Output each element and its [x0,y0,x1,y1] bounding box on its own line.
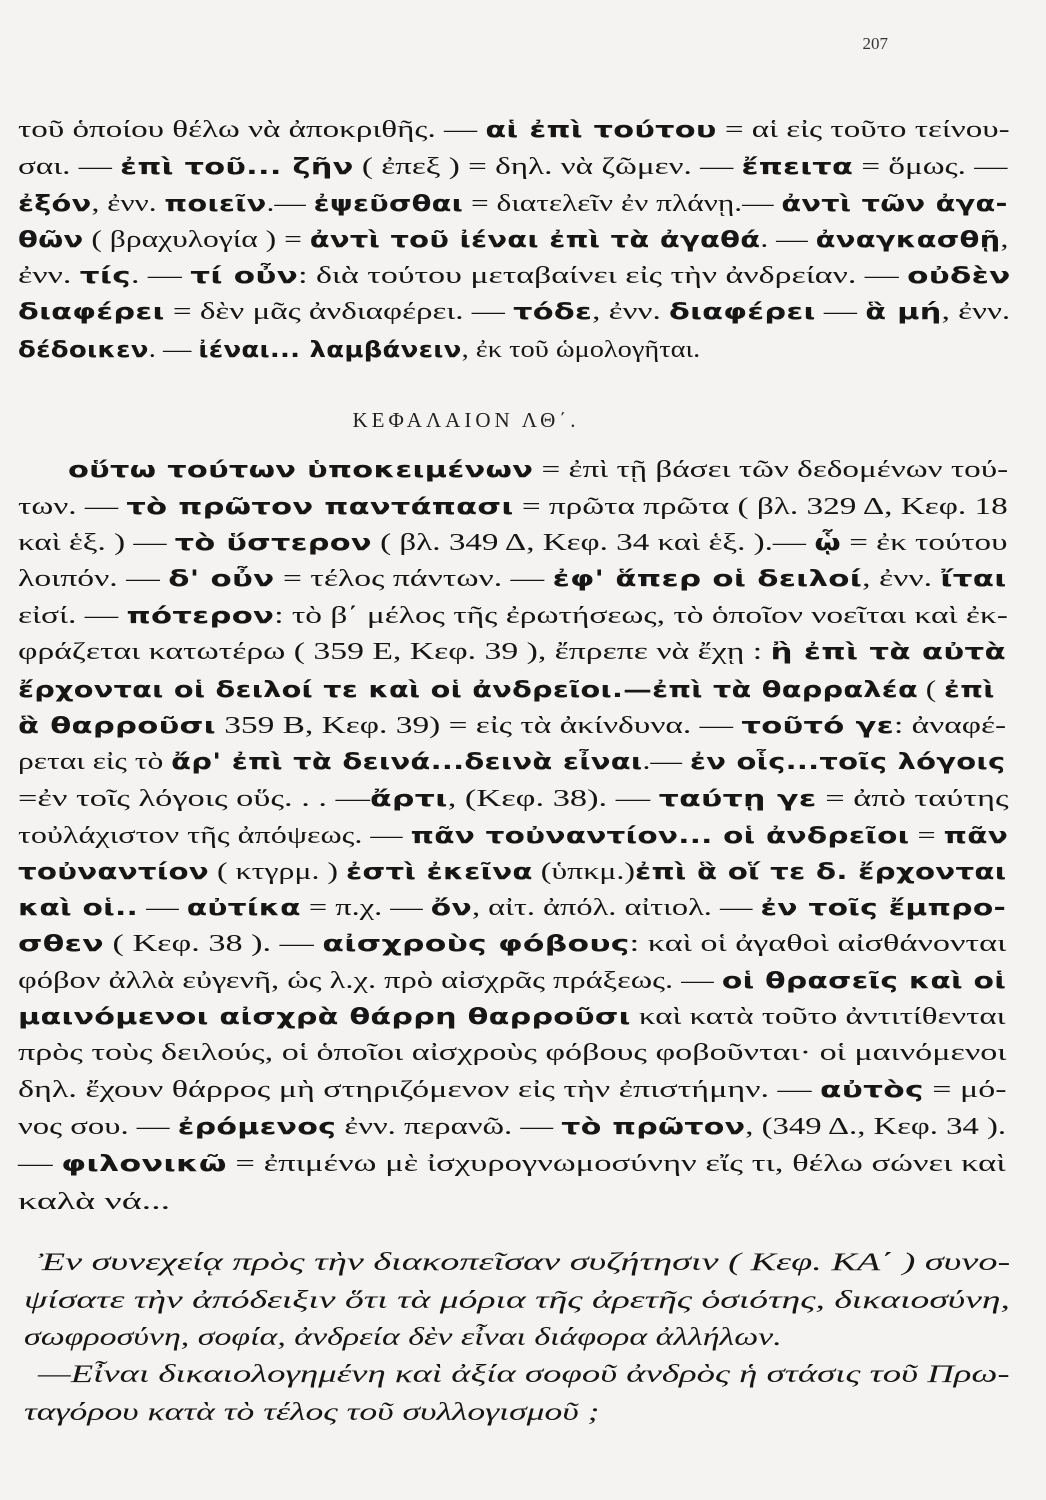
gloss-text: ( ἐπεξ ) = δηλ. νὰ ζῶμεν. — [353,154,742,180]
gloss-text: τοῦ ὁποίου θέλω νὰ ἀποκριθῆς. — [18,117,486,143]
bold-term: ἄρτι [369,787,448,812]
gloss-text: φόβον ἀλλὰ εὐγενῆ, ὡς λ.χ. πρὸ αἰσχρᾶς πράξεως. — [18,968,722,994]
bold-term: ἐπὶ ἃ οἵ τε δ. ἔρχονται [634,860,1007,885]
bold-term: τὸ πρῶτον παντάπασι [126,495,514,520]
gloss-text: . — [760,227,816,253]
bold-term: τίς [79,264,131,289]
bold-term: ἀντὶ τοῦ ἰέναι ἐπὶ τὰ ἀγαθά [309,228,761,253]
bold-term: τὸ ὕστερον [174,531,372,556]
gloss-text: ἐνν. περανῶ. — [336,1114,562,1140]
bold-term: ἀντὶ τῶν ἀγα- [781,192,1008,217]
bold-term: πᾶν [943,824,1009,849]
gloss-text: πρὸς τοὺς δειλούς, οἱ ὁποῖοι αἰσχροὺς φόβους φοβοῦνται· οἱ μαινόμενοι [18,1040,1007,1066]
text-line [18,750,1005,774]
gloss-text: ( βλ. 349 Δ, Κεφ. 34 καὶ ἑξ. ).— [371,530,815,556]
bold-term: ἃ μή [865,300,942,325]
chapter-heading: ΚΕΦΑΛΑΙΟΝ ΛΘ΄. [352,408,580,432]
bold-term: ἢ ἐπὶ τὰ αὐτὰ [770,640,1006,665]
text-line [18,531,1007,555]
bold-term: ὄν [430,896,472,921]
text-line [18,604,1008,628]
gloss-text: , ἐνν. [91,191,165,217]
bold-term: ἔπειτα [741,155,854,180]
gloss-text: = [909,823,944,849]
text-line [18,860,1006,884]
bold-term: οὐδὲν [907,264,1011,289]
bold-term: ἐξόν [18,192,92,217]
gloss-text: , [1000,227,1009,253]
gloss-text: λοιπόν. — [18,566,169,592]
bold-term: τὸ πρῶτον [561,1115,746,1140]
text-line [18,640,1006,664]
gloss-text: , αἰτ. ἀπόλ. αἰτιολ. — [471,895,761,921]
gloss-text: = δὲν μᾶς ἀνδιαφέρει. — [164,299,514,325]
bold-term: ἀναγκασθῇ [815,228,1001,253]
gloss-text: = ἐκ τούτου [840,530,1008,556]
text-line [38,1250,1010,1275]
text-line [24,1325,782,1350]
text-line [18,896,1006,920]
gloss-text: , ἐνν. [941,299,1011,325]
bold-term: ἐπὶ τοῦ... ζῆν [120,155,354,180]
gloss-text: = ὅμως. — [853,154,1008,180]
text-line [18,787,1009,811]
text-line [18,338,700,362]
gloss-text: καλὰ νά... [18,1189,171,1215]
text-line [38,1362,1010,1387]
text-line [18,192,1008,216]
text-line [18,1115,1006,1139]
gloss-text: =ἐν τοῖς λόγοις οὕς. . . — [18,786,370,812]
gloss-text: 359 Β, Κεφ. 39) = εἰς τὰ ἀκίνδυνα. — [215,713,742,739]
gloss-text: εἰσί. — [18,603,127,629]
gloss-text: = τέλος πάντων. — [274,566,553,592]
gloss-text: των. — [18,494,127,520]
bold-term: ταύτῃ γε [658,787,817,812]
gloss-text: : διὰ τούτου μεταβαίνει εἰς τὴν ἀνδρείαν. — [298,263,908,289]
text-line [18,300,1010,324]
text-line [18,1078,1007,1102]
gloss-text: . — [130,263,191,289]
bold-term: αὐτίκα [186,896,301,921]
bold-term: διαφέρει [668,300,816,325]
bold-term: ᾧ [814,531,841,556]
text-line [18,1190,170,1214]
bold-term: αἰσχροὺς φόβους [322,932,630,957]
text-line [24,1288,1010,1313]
text-line [18,824,1008,848]
bold-term: πότερον [126,604,275,629]
gloss-text: δηλ. ἔχουν θάρρος μὴ στηριζόμενον εἰς τὴν ἐπιστήμην. — [18,1077,821,1103]
bold-term: καὶ οἱ.. [18,896,139,921]
gloss-text: ἐνν. [18,263,80,289]
bold-term: οἱ θρασεῖς καὶ οἱ [721,969,1007,994]
italic-text: —Εἶναι δικαιολογημένη καὶ ἀξία σοφοῦ ἀνδρὸς ἡ στάσις τοῦ Πρω- [38,1361,1010,1388]
text-line [18,155,1007,179]
gloss-text: = αἱ εἰς τοῦτο τείνου- [716,117,1010,143]
gloss-text: = ἀπὸ ταύτης [816,786,1009,812]
bold-term: τί οὖν [190,264,299,289]
bold-term: ἐρόμενος [177,1115,337,1140]
bold-term: ποιεῖν [164,192,267,217]
gloss-text: = πρῶτα πρῶτα ( βλ. 329 Δ, Κεφ. 18 [513,494,1008,520]
gloss-text: , ἐκ τοῦ ὡμολογῆται. [461,337,701,363]
bold-term: τόδε [513,300,593,325]
bold-term: ἐν οἷς...τοῖς λόγοις [689,750,1006,775]
bold-term: ἔρχονται οἱ δειλοί τε καὶ οἱ ἀνδρεῖοι.—ἐπὶ τὰ θαρραλέα [18,678,918,703]
gloss-text: καὶ ἑξ. ) — [18,530,175,556]
gloss-text: , ἐνν. [592,299,669,325]
gloss-text: τοὐλάχιστον τῆς ἀπόψεως. — [18,823,411,849]
text-line [18,118,1010,142]
bold-term: δέδοικεν [18,338,149,363]
bold-term: ἃ θαρροῦσι [18,714,216,739]
text-line [18,264,1011,288]
bold-term: ἐπὶ [944,678,995,703]
gloss-text: ( κτγρμ. ) [208,859,346,885]
bold-term: ἐστὶ ἐκεῖνα [345,860,533,885]
bold-term: ἐφ' ἅπερ οἱ δειλοί [552,567,863,592]
italic-text: Ἐν συνεχείᾳ πρὸς τὴν διακοπεῖσαν συζήτησιν ( Κεφ. ΚΑ΄ ) συνο- [38,1249,1011,1276]
gloss-text: , ἐνν. [862,566,941,592]
gloss-text: σαι. — [18,154,121,180]
bold-term: πᾶν τοὐναντίον... οἱ ἀνδρεῖοι [410,824,910,849]
gloss-text: — [815,299,866,325]
bold-term: αἱ ἐπὶ τούτου [485,118,717,143]
gloss-text: ( [917,677,945,703]
gloss-text: : καὶ οἱ ἀγαθοὶ αἰσθάνονται [629,931,1007,957]
text-line [24,1400,600,1425]
gloss-text: = μό- [923,1077,1007,1103]
italic-text: σωφροσύνη, σοφία, ἀνδρεία δὲν εἶναι διάφορα ἀλλήλων. [24,1324,782,1351]
text-line [18,1041,1006,1065]
bold-term: σθεν [18,932,104,957]
gloss-text: . — [148,337,199,363]
bold-term: ἴται [940,567,1007,592]
italic-text: ψίσατε τὴν ἀπόδειξιν ὅτι τὰ μόρια τῆς ἀρετῆς ὁσιότης, δικαιοσύνη, [24,1287,1010,1314]
gloss-text: : τὸ β΄ μέλος τῆς ἐρωτήσεως, τὸ ὁποῖον νοεῖται καὶ ἐκ- [274,603,1008,629]
bold-term: ἐν τοῖς ἔμπρο- [760,896,1007,921]
gloss-text: : ἀναφέ- [893,713,1007,739]
bold-term: οὕτω τούτων ὑποκειμένων [68,458,534,483]
gloss-text: = π.χ. — [300,895,431,921]
gloss-text: — [138,895,187,921]
bold-term: ἐψεῦσθαι [313,192,464,217]
text-line [18,495,1008,519]
bold-term: αὐτὸς [820,1078,924,1103]
text-line [18,714,1006,738]
gloss-text: φράζεται κατωτέρω ( 359 Ε, Κεφ. 39 ), ἔπρεπε νὰ ἔχῃ : [18,639,771,665]
gloss-text: = ἐπιμένω μὲ ἰσχυρογνωμοσύνην εἴς τι, θέλω σώνει καὶ [226,1151,1006,1177]
bold-term: τοῦτό γε [741,714,894,739]
italic-text: ταγόρου κατὰ τὸ τέλος τοῦ συλλογισμοῦ ; [24,1399,600,1426]
gloss-text: νος σου. — [18,1114,178,1140]
text-line [18,932,1006,956]
text-line [18,567,1007,591]
text-line [18,969,1006,993]
gloss-text: .— [642,749,690,775]
bold-term: θῶν [18,228,84,253]
bold-term: δ' οὖν [168,567,275,592]
gloss-text: ( Κεφ. 38 ). — [103,931,323,957]
gloss-text: .— [266,191,314,217]
bold-term: τοὐναντίον [18,860,209,885]
bold-term: μαινόμενοι αἰσχρὰ θάρρη θαρροῦσι [18,1005,631,1030]
gloss-text: = διατελεῖν ἐν πλάνῃ.— [463,191,782,217]
bold-term: διαφέρει [18,300,165,325]
text-line [18,1152,1006,1176]
gloss-text: , (349 Δ., Κεφ. 34 ). [745,1114,1007,1140]
gloss-text: ( βραχυλογία ) = [83,227,310,253]
gloss-text: καὶ κατὰ τοῦτο ἀντιτίθενται [630,1004,1006,1030]
text-line [18,228,1008,252]
bold-term: ἰέναι... λαμβάνειν [198,338,462,363]
text-line [18,1005,1005,1029]
text-line [68,458,1008,482]
bold-term: φιλονικῶ [61,1152,227,1177]
gloss-text: = ἐπὶ τῇ βάσει τῶν δεδομένων τού- [533,457,1009,483]
gloss-text: , (Κεφ. 38). — [447,786,659,812]
gloss-text: — [18,1151,62,1177]
text-line [18,678,995,702]
gloss-text: ρεται εἰς τὸ [18,749,172,775]
page-number: 207 [862,34,888,53]
bold-term: ἄρ' ἐπὶ τὰ δεινά...δεινὰ εἶναι [171,750,643,775]
gloss-text: (ὑπκμ.) [532,859,635,885]
